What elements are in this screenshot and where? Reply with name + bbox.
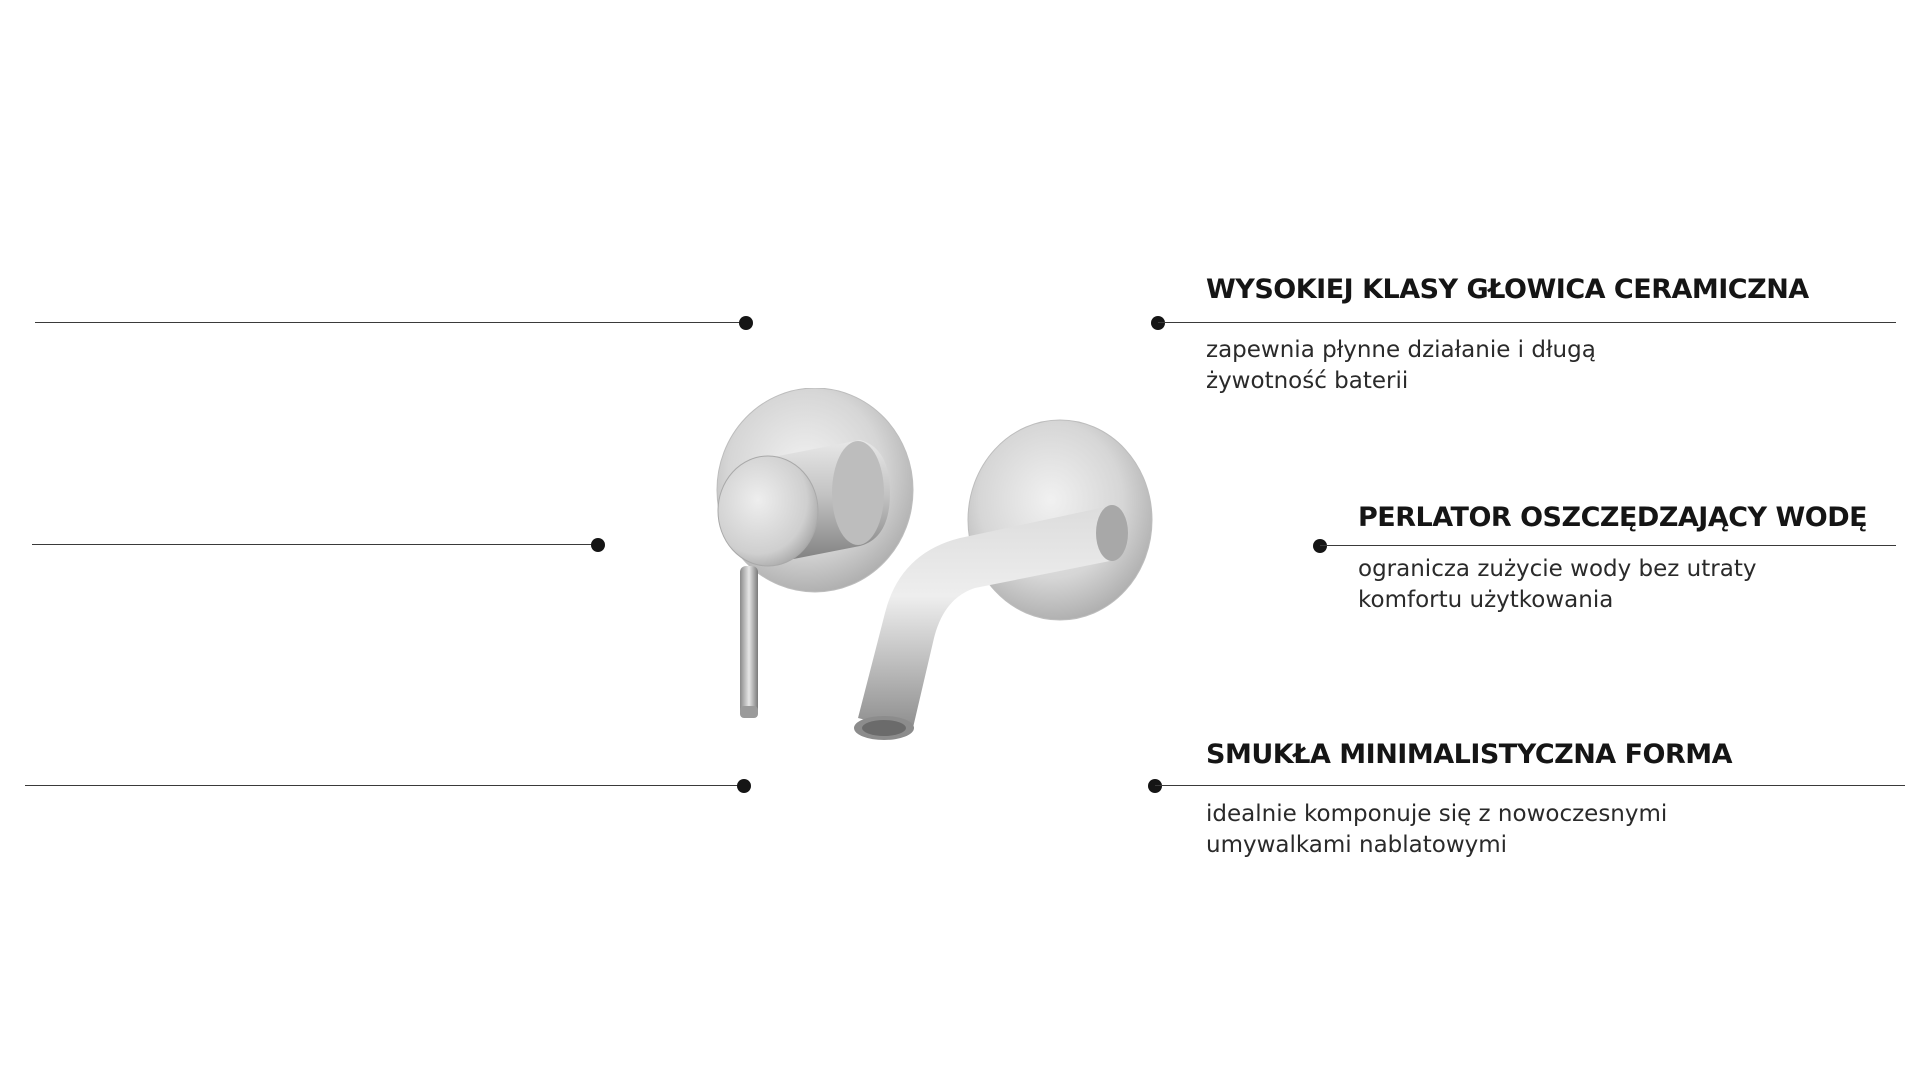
description-line: komfortu użytkowania (1358, 587, 1614, 613)
bullet-dot (591, 538, 605, 552)
feature-description (1358, 554, 1756, 616)
feature-divider (1320, 545, 1896, 546)
feature-description (1206, 799, 1667, 861)
feature-divider (25, 785, 748, 786)
description-line: idealnie komponuje się z nowoczesnymi (1206, 801, 1668, 827)
mixer-lever (740, 566, 758, 718)
feature-title: PERLATOR OSZCZĘDZAJĄCY WODĘ (1358, 502, 1868, 533)
feature-divider (32, 544, 602, 545)
description-line: ogranicza zużycie wody bez utraty (1358, 556, 1757, 582)
bullet-dot (1313, 539, 1327, 553)
feature-divider (1158, 322, 1896, 323)
bullet-dot (1151, 316, 1165, 330)
feature-description (1206, 335, 1596, 397)
feature-title: WYSOKIEJ KLASY GŁOWICA CERAMICZNA (1206, 274, 1809, 305)
feature-title: SMUKŁA MINIMALISTYCZNA FORMA (1206, 739, 1733, 770)
description-line: zapewnia płynne działanie i długą (1206, 337, 1596, 363)
faucet-product-image (690, 388, 1230, 808)
feature-divider (35, 322, 750, 323)
bullet-dot (739, 316, 753, 330)
description-line: żywotność baterii (1206, 368, 1409, 394)
feature-divider (1155, 785, 1905, 786)
description-line: umywalkami nablatowymi (1206, 832, 1508, 858)
